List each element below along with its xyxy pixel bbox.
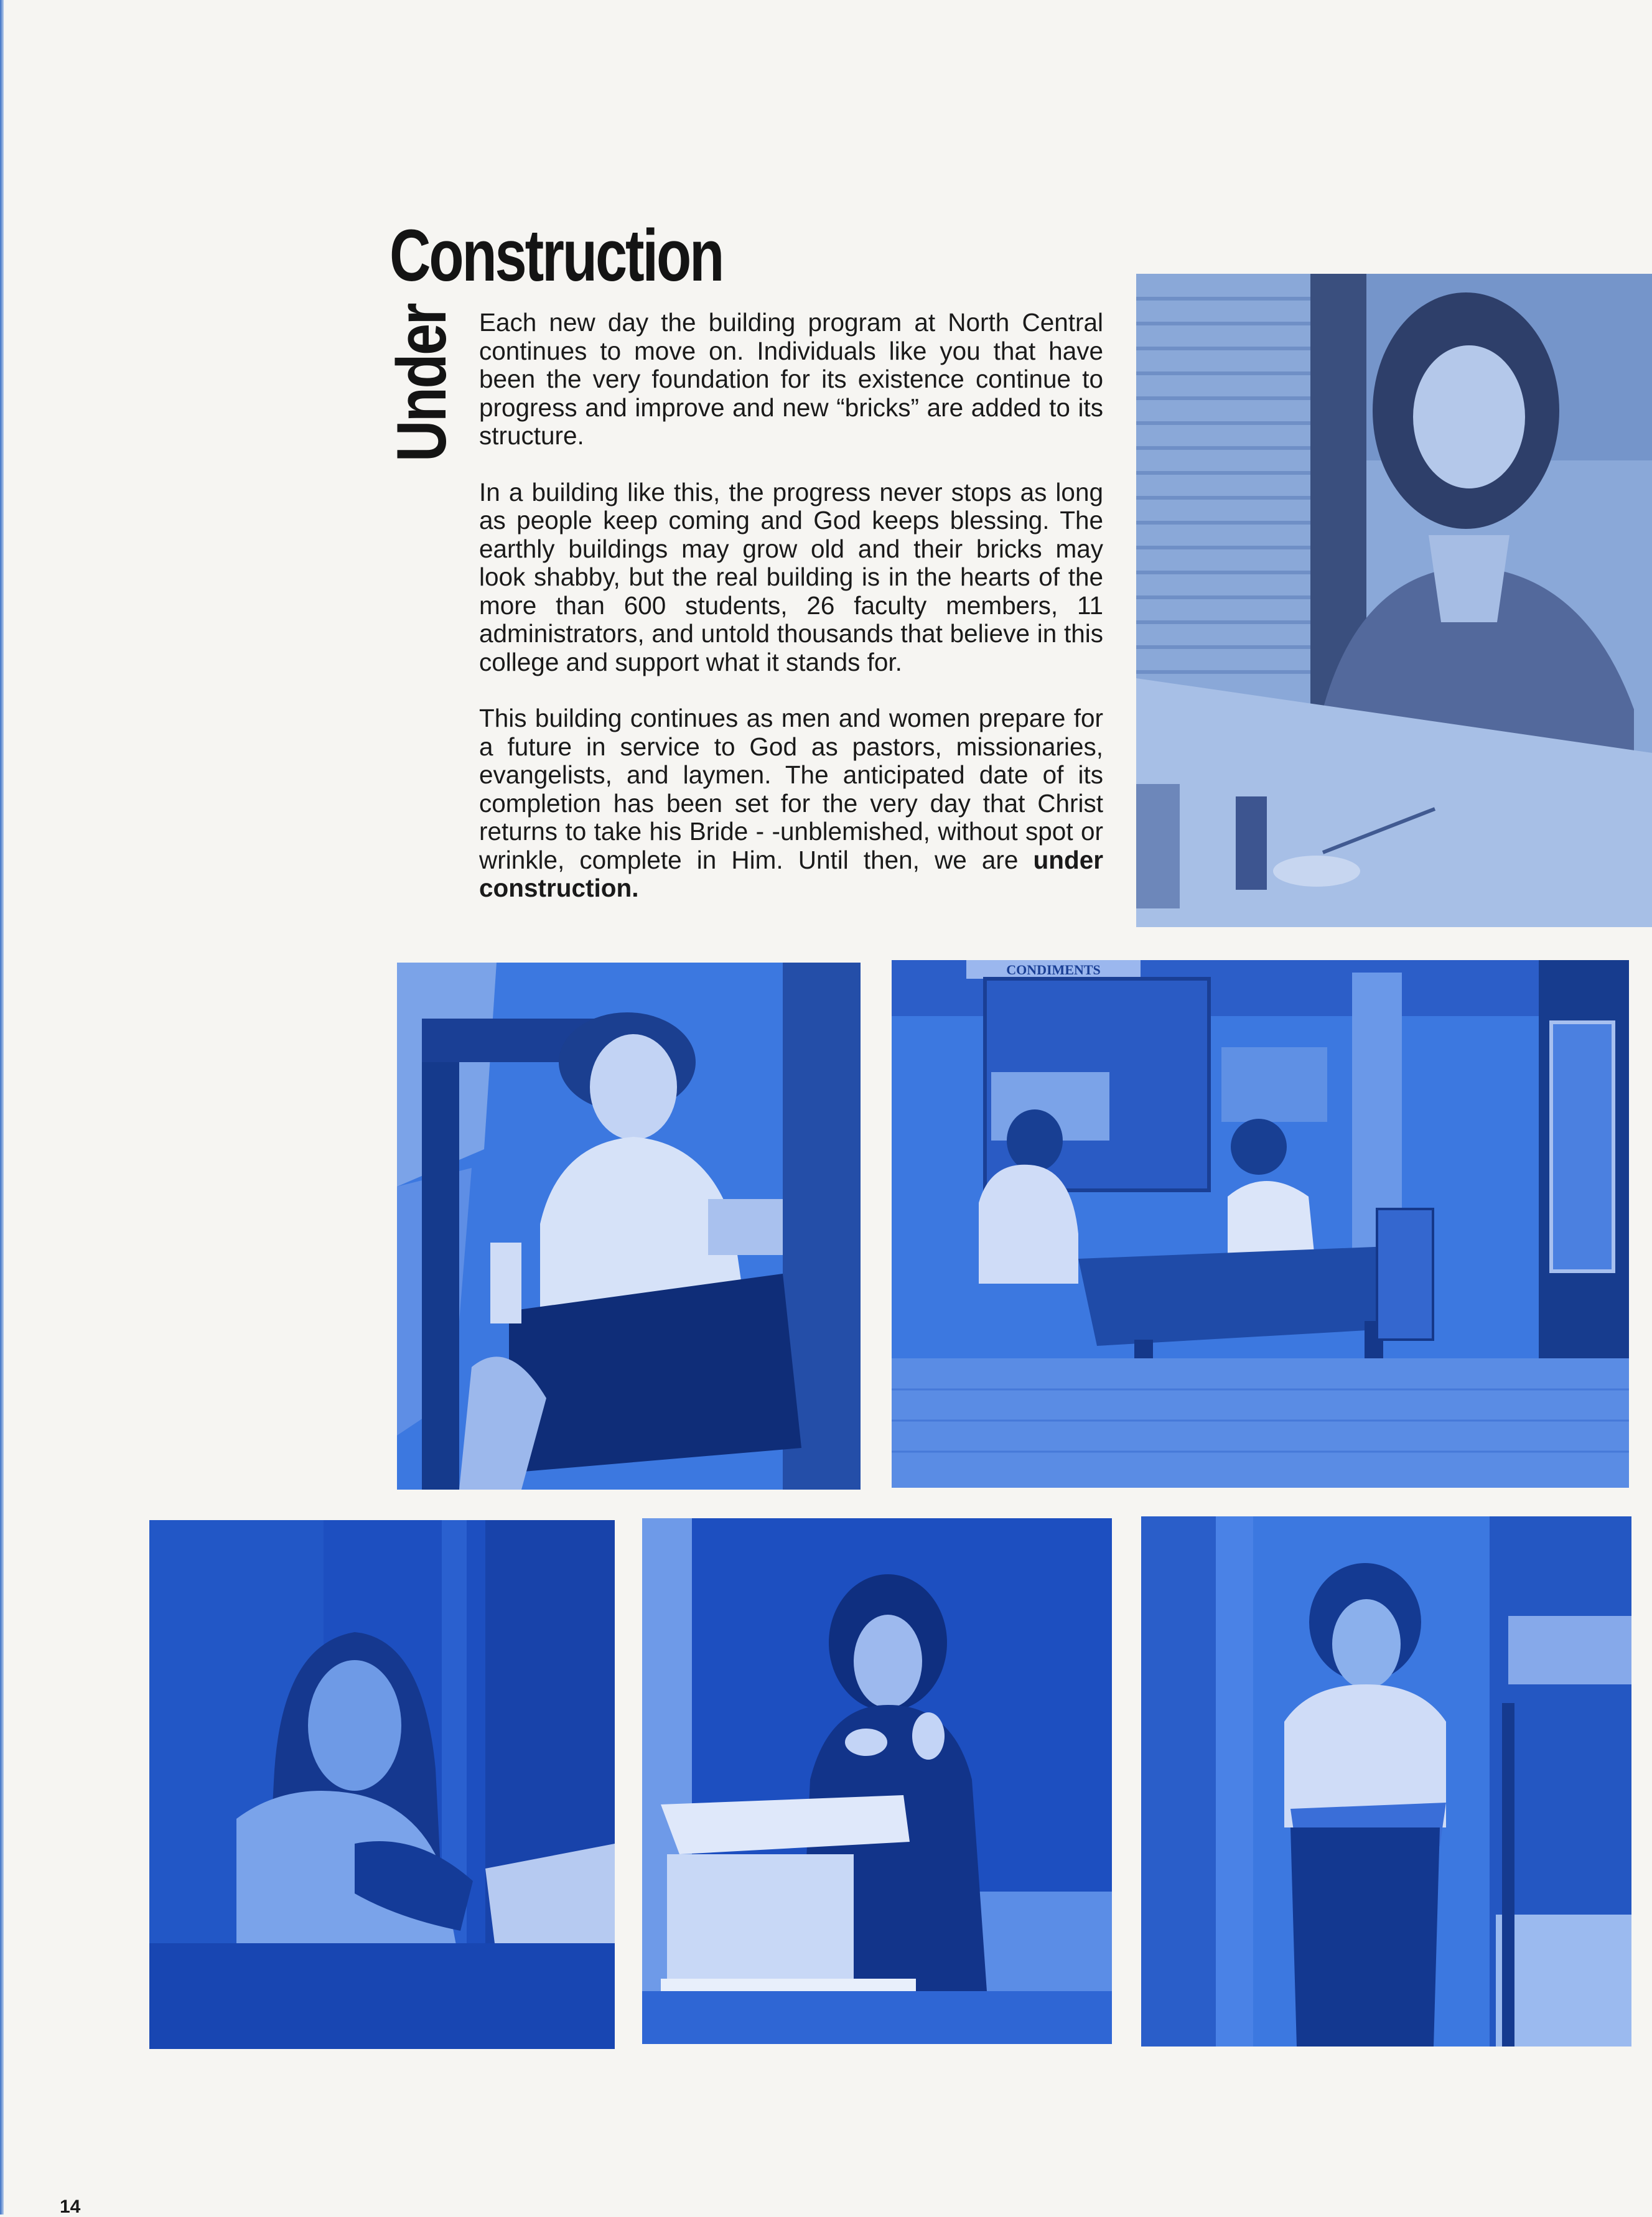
article-paragraph-3 xyxy=(479,704,1103,903)
photo-woman-at-table xyxy=(1136,274,1652,927)
headline-construction: Construction xyxy=(390,215,723,297)
cafeteria-sign: CONDIMENTS xyxy=(1006,962,1101,978)
photo-woman-at-lectern xyxy=(642,1518,1112,2044)
headline-under-vertical: Under xyxy=(383,304,460,462)
article-paragraph-1: Each new day the building program at North Central continues to move on. Individuals like you that have been the very foundation for its existence continue to progress and improve and new “bricks” are added to its structure. xyxy=(479,308,1103,450)
article-body xyxy=(479,309,1103,903)
photo-woman-arms-crossed xyxy=(1141,1516,1631,2047)
article-paragraph-3-text: This building continues as men and women prepare for a future in service to God as pastors, missionaries, evangelists, and laymen. The anticipated date of its completion has been set for the very day that Christ returns to take his Bride - -unblemished, without spot or wrinkle, complete in Him. Until then, we are xyxy=(479,704,1103,874)
article-closing-bold: under construction. xyxy=(479,845,1103,902)
article-paragraph-2: In a building like this, the progress never stops as long as people keep coming and God keeps blessing. The earthly buildings may grow old and their bricks may look shabby, but the real building is in the hearts of the more than 600 students, 26 faculty members, 11 administrators, and untold thousands that believe in this college and support what it stands for. xyxy=(479,477,1103,676)
photo-woman-reading xyxy=(149,1520,615,2049)
photo-cafeteria-students xyxy=(892,960,1629,1488)
photo-woman-in-dorm xyxy=(397,963,861,1490)
page-edge-shadow xyxy=(0,0,4,2215)
page-number: 14 xyxy=(60,2196,81,2217)
